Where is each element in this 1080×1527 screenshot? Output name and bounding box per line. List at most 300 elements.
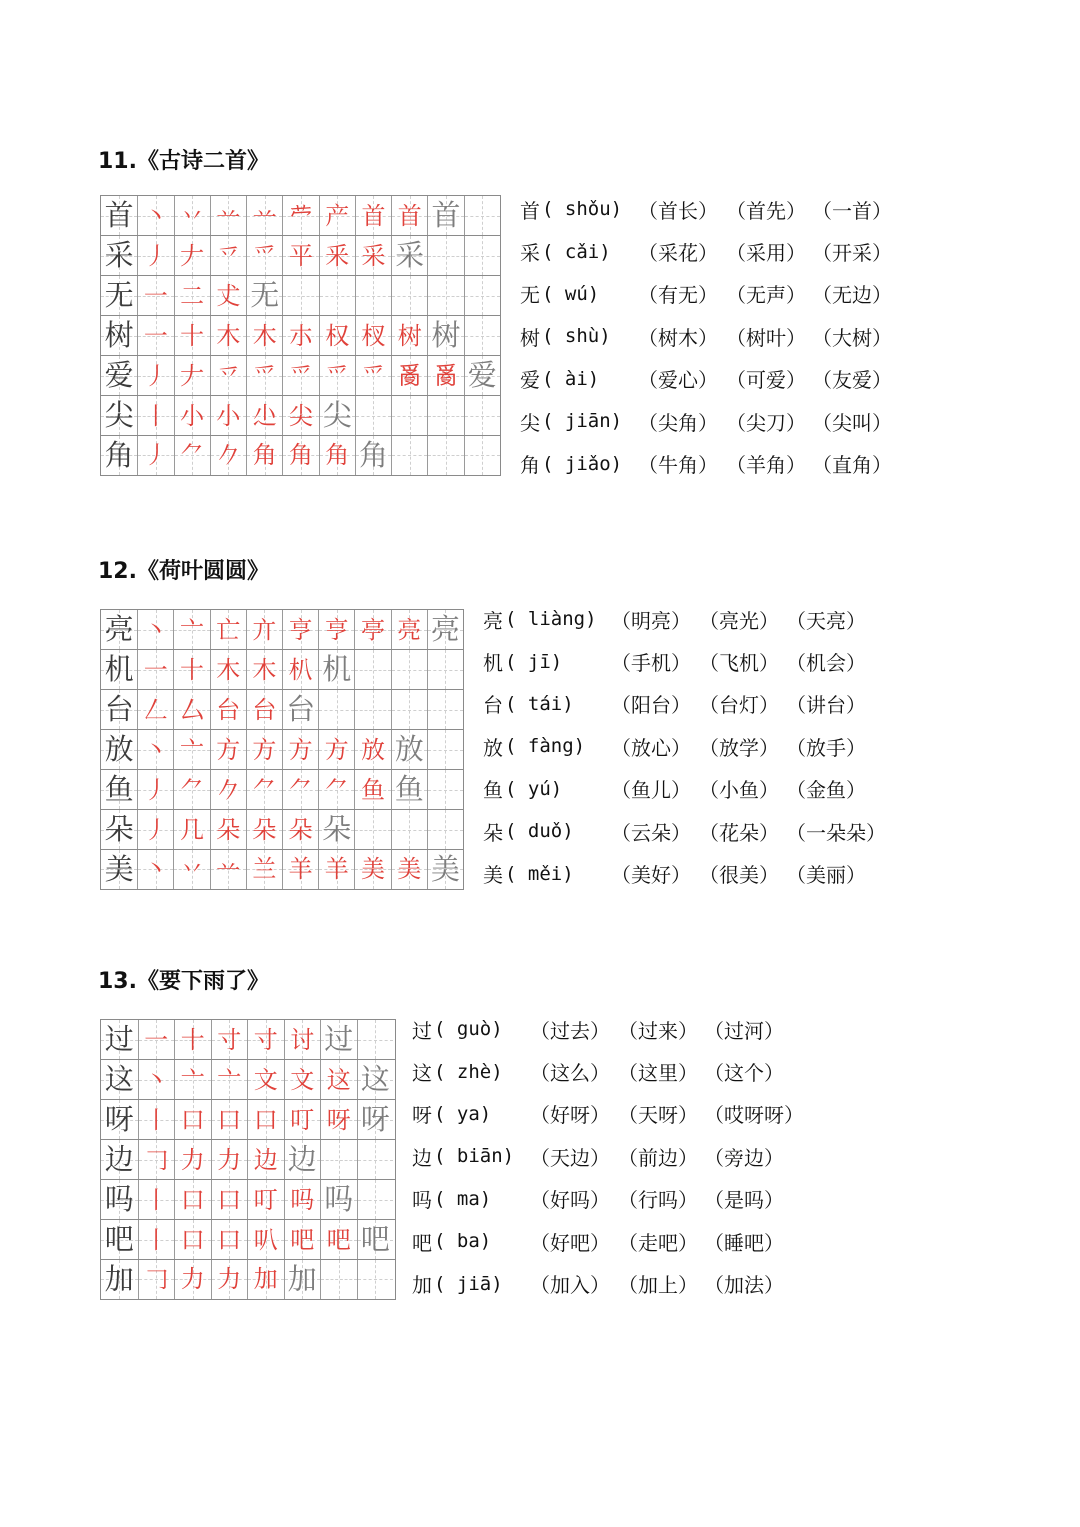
grid-char: 朩	[288, 321, 313, 350]
section-title: 12.《荷叶圆圆》	[98, 559, 269, 584]
grid-char: 角	[358, 437, 388, 472]
vocab-word: （友爱）	[812, 368, 892, 393]
stroke-step-cell	[284, 1180, 321, 1219]
grid-row	[101, 1220, 395, 1260]
vocab-word: （采花）	[638, 241, 718, 266]
vocab-word: （放手）	[786, 735, 866, 760]
stroke-step-cell	[427, 396, 463, 435]
vocab-word: （一首）	[812, 198, 892, 223]
model-char-cell	[101, 1260, 138, 1299]
grid-char: 𠀋	[216, 281, 241, 310]
stroke-step-cell	[282, 196, 318, 235]
vocab-pinyin: ( jiǎo)	[542, 452, 623, 475]
stroke-step-cell	[173, 770, 209, 809]
stroke-step-cell	[246, 690, 282, 729]
grid-char: 䒑	[252, 201, 277, 230]
vocab-pinyin: ( ma)	[434, 1187, 492, 1210]
grid-char: 丨	[144, 1185, 169, 1214]
grid-char: 这	[360, 1062, 390, 1096]
vocab-word: （天呀）	[618, 1103, 698, 1128]
grid-char: ⺈	[252, 775, 277, 804]
model-char-cell	[101, 276, 137, 315]
model-char-cell	[101, 730, 137, 769]
grid-char: 树	[104, 318, 134, 352]
vocab-char: 吧	[412, 1230, 432, 1255]
stroke-step-cell	[137, 356, 173, 395]
model-char-cell	[101, 396, 137, 435]
stroke-step-cell	[284, 1140, 321, 1179]
stroke-step-cell	[391, 356, 427, 395]
vocab-char: 角	[520, 453, 540, 478]
grid-char: 无	[104, 278, 134, 312]
model-char-cell	[101, 1020, 138, 1059]
stroke-step-cell	[137, 810, 173, 849]
vocab-char: 树	[520, 325, 540, 350]
grid-char: 讨	[290, 1025, 315, 1054]
stroke-step-cell	[210, 276, 246, 315]
stroke-step-cell	[210, 236, 246, 275]
vocab-pinyin: ( fàng)	[505, 735, 586, 758]
vocab-word: （放心）	[611, 735, 691, 760]
vocab-char: 放	[483, 735, 503, 760]
stroke-step-cell	[138, 1260, 175, 1299]
grid-char: 叭	[253, 1225, 278, 1254]
vocab-word: （一朵朵）	[786, 820, 886, 845]
stroke-step-cell	[246, 316, 282, 355]
stroke-grid	[100, 195, 501, 476]
grid-char: 丷	[179, 855, 204, 884]
stroke-step-cell	[464, 236, 500, 275]
stroke-step-cell	[246, 610, 282, 649]
stroke-step-cell	[282, 690, 318, 729]
vocab-pinyin: ( měi)	[505, 862, 574, 885]
grid-char: 方	[324, 735, 349, 764]
model-char-cell	[101, 650, 137, 689]
grid-char: 鱼	[104, 772, 134, 806]
grid-char: 呀	[360, 1102, 390, 1136]
grid-row	[101, 436, 500, 475]
stroke-step-cell	[137, 236, 173, 275]
grid-char: 角	[104, 437, 134, 472]
grid-char: 木	[252, 655, 277, 684]
grid-char: 亠	[217, 1065, 242, 1094]
grid-char: 𤔔	[397, 361, 422, 390]
grid-char: 𫇦	[288, 201, 313, 230]
stroke-step-cell	[137, 276, 173, 315]
grid-char: 加	[104, 1261, 134, 1296]
stroke-step-cell	[354, 770, 390, 809]
vocab-char: 爱	[520, 368, 540, 393]
grid-char: 边	[287, 1142, 317, 1176]
vocab-word: （这里）	[618, 1061, 698, 1086]
grid-row	[101, 730, 463, 770]
vocab-word: （首先）	[726, 198, 806, 223]
stroke-step-cell	[284, 1060, 321, 1099]
vocab-pinyin: ( yú)	[505, 777, 563, 800]
stroke-step-cell	[319, 436, 355, 475]
stroke-step-cell	[391, 396, 427, 435]
stroke-step-cell	[319, 276, 355, 315]
stroke-step-cell	[320, 1180, 357, 1219]
model-char-cell	[101, 1140, 138, 1179]
stroke-step-cell	[211, 1180, 248, 1219]
vocab-word: （尖角）	[638, 410, 718, 435]
grid-char: 亡	[216, 615, 241, 644]
vocab-pinyin: ( cǎi)	[542, 240, 611, 263]
grid-char: 边	[253, 1145, 278, 1174]
grid-row	[101, 770, 463, 810]
section-title: 13.《要下雨了》	[98, 969, 269, 994]
vocab-word: （羊角）	[726, 453, 806, 478]
stroke-step-cell	[246, 436, 282, 475]
stroke-step-cell	[282, 770, 318, 809]
vocab-char: 吗	[412, 1188, 432, 1213]
grid-char: ⺈	[324, 775, 349, 804]
grid-char: 𠃌	[144, 1145, 169, 1174]
grid-char: 𠃋	[143, 695, 168, 724]
grid-char: 爫	[252, 361, 277, 390]
vocab-word: （直角）	[812, 453, 892, 478]
stroke-step-cell	[138, 1060, 175, 1099]
vocab-word: （加法）	[704, 1273, 784, 1298]
stroke-step-cell	[282, 276, 318, 315]
stroke-step-cell	[427, 810, 463, 849]
vocab-char: 台	[483, 693, 503, 718]
vocab-char: 加	[412, 1273, 432, 1298]
grid-char: 朵	[216, 815, 241, 844]
grid-char: 台	[216, 695, 241, 724]
vocab-word: （这么）	[530, 1061, 610, 1086]
grid-char: 方	[216, 735, 241, 764]
stroke-step-cell	[320, 1140, 357, 1179]
vocab-pinyin: ( liàng)	[505, 608, 597, 631]
stroke-step-cell	[282, 810, 318, 849]
grid-char: 亮	[397, 615, 422, 644]
stroke-step-cell	[246, 276, 282, 315]
grid-char: 产	[325, 201, 350, 230]
stroke-step-cell	[427, 196, 463, 235]
stroke-step-cell	[211, 1020, 248, 1059]
grid-char: 寸	[217, 1025, 242, 1054]
stroke-step-cell	[211, 1060, 248, 1099]
grid-char: 尖	[288, 401, 313, 430]
grid-row	[101, 316, 500, 356]
grid-char: 美	[104, 851, 134, 886]
stroke-step-cell	[391, 276, 427, 315]
grid-char: 丿	[143, 775, 168, 804]
vocab-word: （树叶）	[726, 325, 806, 350]
stroke-step-cell	[282, 650, 318, 689]
stroke-step-cell	[320, 1100, 357, 1139]
stroke-step-cell	[464, 196, 500, 235]
grid-char: 方	[288, 735, 313, 764]
grid-char: 亠	[180, 1065, 205, 1094]
stroke-step-cell	[355, 196, 391, 235]
grid-char: 机	[104, 652, 134, 686]
grid-char: 吗	[290, 1185, 315, 1214]
stroke-step-cell	[391, 316, 427, 355]
stroke-step-cell	[137, 316, 173, 355]
grid-row	[101, 1100, 395, 1140]
stroke-step-cell	[174, 1180, 211, 1219]
stroke-step-cell	[319, 356, 355, 395]
stroke-step-cell	[173, 810, 209, 849]
vocab-word: （过河）	[704, 1018, 784, 1043]
vocab-word: （云朵）	[611, 820, 691, 845]
stroke-step-cell	[174, 236, 210, 275]
stroke-step-cell	[318, 650, 354, 689]
stroke-step-cell	[427, 236, 463, 275]
stroke-step-cell	[211, 1140, 248, 1179]
vocab-word: （大树）	[812, 325, 892, 350]
stroke-step-cell	[427, 850, 463, 889]
stroke-step-cell	[464, 316, 500, 355]
grid-char: 木	[216, 321, 241, 350]
grid-char: 朵	[288, 815, 313, 844]
stroke-step-cell	[319, 396, 355, 435]
grid-char: 权	[325, 321, 350, 350]
stroke-step-cell	[391, 236, 427, 275]
vocab-word: （好吗）	[530, 1188, 610, 1213]
grid-char: 十	[179, 655, 204, 684]
vocab-word: （哎呀呀）	[704, 1103, 804, 1128]
stroke-step-cell	[282, 396, 318, 435]
stroke-step-cell	[246, 196, 282, 235]
vocab-word: （机会）	[786, 651, 866, 676]
stroke-step-cell	[391, 810, 427, 849]
grid-char: 尖	[104, 398, 134, 432]
stroke-step-cell	[247, 1100, 284, 1139]
model-char-cell	[101, 1100, 138, 1139]
stroke-step-cell	[319, 196, 355, 235]
vocab-word: （是吗）	[704, 1188, 784, 1213]
vocab-word: （美丽）	[786, 863, 866, 888]
stroke-step-cell	[355, 436, 391, 475]
grid-char: 木	[216, 655, 241, 684]
stroke-step-cell	[354, 730, 390, 769]
grid-char: 丿	[143, 241, 168, 270]
stroke-step-cell	[137, 690, 173, 729]
grid-char: 爱	[467, 358, 497, 392]
stroke-step-cell	[464, 396, 500, 435]
stroke-step-cell	[137, 770, 173, 809]
stroke-step-cell	[320, 1220, 357, 1259]
grid-char: 口	[180, 1225, 205, 1254]
stroke-step-cell	[173, 650, 209, 689]
vocab-pinyin: ( guò)	[434, 1018, 503, 1041]
grid-char: 加	[253, 1265, 278, 1294]
vocab-word: （台灯）	[699, 693, 779, 718]
model-char-cell	[101, 236, 137, 275]
grid-char: ⺈	[180, 441, 205, 470]
stroke-step-cell	[173, 610, 209, 649]
vocab-char: 过	[412, 1018, 432, 1043]
vocab-word: （牛角）	[638, 453, 718, 478]
grid-char: 鱼	[394, 772, 424, 806]
model-char-cell	[101, 770, 137, 809]
stroke-step-cell	[210, 730, 246, 769]
grid-char: 丿	[143, 361, 168, 390]
grid-char: 小	[180, 401, 205, 430]
stroke-step-cell	[319, 236, 355, 275]
grid-char: 放	[361, 735, 385, 764]
vocab-char: 无	[520, 283, 540, 308]
grid-char: 亠	[179, 615, 204, 644]
vocab-word: （可爱）	[726, 368, 806, 393]
grid-char: 吧	[326, 1225, 351, 1254]
vocab-word: （这个）	[704, 1061, 784, 1086]
vocab-word: （美好）	[611, 863, 691, 888]
vocab-word: （天边）	[530, 1145, 610, 1170]
stroke-step-cell	[211, 1220, 248, 1259]
grid-char: 丿	[143, 441, 168, 470]
model-char-cell	[101, 610, 137, 649]
grid-char: 吗	[324, 1182, 354, 1216]
stroke-step-cell	[355, 356, 391, 395]
grid-char: 尖	[322, 398, 352, 432]
stroke-step-cell	[284, 1220, 321, 1259]
vocab-char: 尖	[520, 410, 540, 435]
grid-char: 丶	[143, 615, 168, 644]
vocab-word: （无声）	[726, 283, 806, 308]
grid-char: 台	[252, 695, 277, 724]
grid-char: 呀	[104, 1102, 134, 1136]
vocab-char: 边	[412, 1145, 432, 1170]
grid-char: 亮	[430, 612, 460, 646]
vocab-word: （小鱼）	[699, 778, 779, 803]
grid-char: 爫	[361, 361, 386, 390]
stroke-step-cell	[282, 236, 318, 275]
grid-char: 羊	[324, 855, 349, 884]
stroke-step-cell	[173, 690, 209, 729]
grid-char: 角	[252, 441, 277, 470]
grid-char: 亠	[179, 735, 204, 764]
grid-char: 兰	[252, 855, 277, 884]
grid-char: 这	[326, 1065, 351, 1094]
stroke-step-cell	[427, 276, 463, 315]
grid-char: 台	[104, 692, 134, 726]
stroke-step-cell	[174, 196, 210, 235]
stroke-step-cell	[355, 396, 391, 435]
grid-char: 乊	[216, 241, 241, 270]
stroke-step-cell	[464, 356, 500, 395]
stroke-step-cell	[318, 770, 354, 809]
stroke-step-cell	[247, 1060, 284, 1099]
stroke-step-cell	[211, 1100, 248, 1139]
grid-char: 爫	[252, 241, 277, 270]
stroke-step-cell	[138, 1020, 175, 1059]
grid-char: 𠃌	[144, 1265, 169, 1294]
grid-row	[101, 1180, 395, 1220]
vocab-word: （放学）	[699, 735, 779, 760]
stroke-step-cell	[246, 650, 282, 689]
vocab-char: 鱼	[483, 778, 503, 803]
stroke-step-cell	[210, 610, 246, 649]
stroke-grid	[100, 609, 464, 890]
model-char-cell	[101, 690, 137, 729]
vocab-word: （明亮）	[611, 608, 691, 633]
grid-char: 力	[217, 1265, 242, 1294]
grid-char: 丨	[144, 1225, 169, 1254]
stroke-step-cell	[354, 850, 390, 889]
stroke-step-cell	[137, 730, 173, 769]
grid-char: 一	[144, 1025, 169, 1054]
vocab-char: 这	[412, 1061, 432, 1086]
vocab-word: （前边）	[618, 1145, 698, 1170]
grid-char: 口	[217, 1185, 242, 1214]
stroke-step-cell	[174, 1100, 211, 1139]
grid-char: 十	[180, 321, 205, 350]
stroke-step-cell	[357, 1140, 394, 1179]
stroke-step-cell	[318, 690, 354, 729]
stroke-step-cell	[247, 1020, 284, 1059]
grid-char: 这	[104, 1062, 134, 1096]
grid-char: 叮	[253, 1185, 278, 1214]
vocab-pinyin: ( jiān)	[542, 410, 623, 433]
grid-char: 吗	[104, 1182, 134, 1216]
stroke-step-cell	[282, 316, 318, 355]
grid-char: 丶	[143, 855, 168, 884]
grid-char: 朵	[104, 812, 134, 846]
grid-row	[101, 1140, 395, 1180]
stroke-step-cell	[210, 770, 246, 809]
stroke-step-cell	[138, 1180, 175, 1219]
grid-char: 采	[395, 238, 425, 272]
stroke-step-cell	[211, 1260, 248, 1299]
vocab-pinyin: ( biān)	[434, 1145, 515, 1168]
grid-char: 𠂊	[216, 441, 241, 470]
vocab-word: （阳台）	[611, 693, 691, 718]
grid-char: ⺈	[288, 775, 313, 804]
stroke-step-cell	[137, 436, 173, 475]
grid-char: 亮	[104, 612, 134, 646]
stroke-grid	[100, 1019, 396, 1300]
vocab-word: （采用）	[726, 241, 806, 266]
stroke-step-cell	[354, 650, 390, 689]
stroke-step-cell	[427, 690, 463, 729]
grid-char: 丷	[180, 201, 205, 230]
stroke-step-cell	[427, 730, 463, 769]
vocab-word: （走吧）	[618, 1230, 698, 1255]
vocab-pinyin: ( ài)	[542, 367, 600, 390]
model-char-cell	[101, 196, 137, 235]
vocab-word: （过来）	[618, 1018, 698, 1043]
stroke-step-cell	[427, 316, 463, 355]
stroke-step-cell	[174, 356, 210, 395]
grid-char: ⺈	[179, 775, 204, 804]
grid-char: 口	[217, 1105, 242, 1134]
stroke-step-cell	[247, 1260, 284, 1299]
stroke-step-cell	[427, 770, 463, 809]
grid-char: 釆	[325, 241, 350, 270]
stroke-step-cell	[282, 610, 318, 649]
grid-char: 朳	[288, 655, 313, 684]
stroke-step-cell	[282, 730, 318, 769]
stroke-step-cell	[391, 770, 427, 809]
stroke-step-cell	[357, 1220, 394, 1259]
stroke-step-cell	[174, 1220, 211, 1259]
grid-row	[101, 850, 463, 889]
stroke-step-cell	[137, 610, 173, 649]
grid-char: 口	[253, 1105, 278, 1134]
stroke-step-cell	[246, 730, 282, 769]
vocab-char: 呀	[412, 1103, 432, 1128]
stroke-step-cell	[427, 610, 463, 649]
grid-char: 一	[143, 655, 168, 684]
stroke-step-cell	[174, 1140, 211, 1179]
vocab-pinyin: ( wú)	[542, 282, 600, 305]
stroke-step-cell	[464, 436, 500, 475]
